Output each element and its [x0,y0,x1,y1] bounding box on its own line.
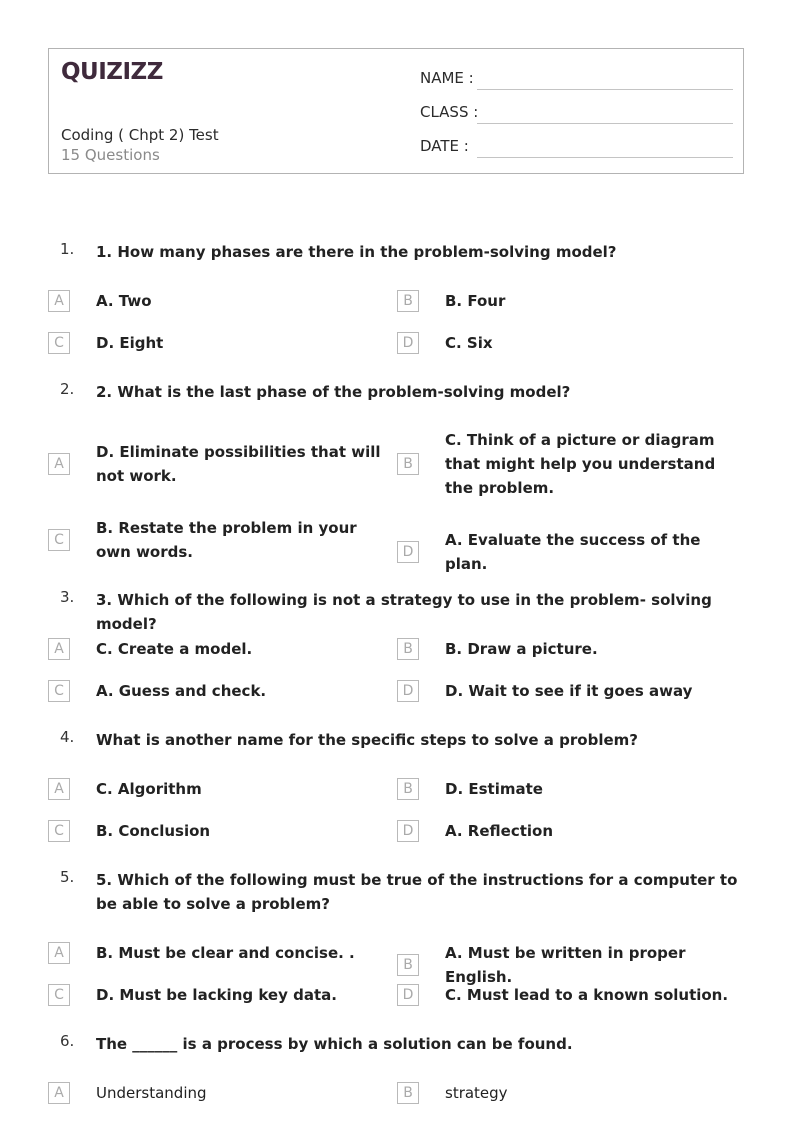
option-text: Understanding [96,1084,207,1102]
option-letter-badge: C [48,820,70,842]
option-letter-badge: C [48,680,70,702]
q5-option-c[interactable] [48,983,398,1007]
q1-option-a[interactable] [48,289,398,313]
question-text: 3. Which of the following is not a strategy to use in the problem- solving model? [96,591,712,633]
q5-option-b[interactable] [397,941,747,989]
class-label: CLASS : [420,103,479,121]
option-letter-badge: D [397,332,419,354]
q3-option-a[interactable] [48,637,398,661]
q3-option-b[interactable] [397,637,747,661]
option-letter-badge: D [397,984,419,1006]
date-line[interactable] [477,157,733,158]
option-text: B. Must be clear and concise. . [96,944,355,962]
question-number: 4. [60,728,75,746]
option-text: D. Eight [96,334,164,352]
q2-option-a[interactable] [48,440,398,488]
option-letter-badge: A [48,1082,70,1104]
q4-option-d[interactable] [397,819,747,843]
option-letter-badge: B [397,1082,419,1104]
worksheet-header [48,48,744,174]
option-text: C. Think of a picture or diagram that might help you understand the problem. [445,431,716,497]
q4-option-b[interactable] [397,777,747,801]
option-text: D. Wait to see if it goes away [445,682,693,700]
option-letter-badge: B [397,778,419,800]
question-count: 15 Questions [61,146,160,164]
q5-option-d[interactable] [397,983,747,1007]
q1-option-d[interactable] [397,331,747,355]
option-text: A. Guess and check. [96,682,267,700]
question-text: What is another name for the specific steps to solve a problem? [96,731,638,749]
option-letter-badge: D [397,541,419,563]
worksheet-title: Coding ( Chpt 2) Test [61,126,219,144]
question-number: 6. [60,1032,75,1050]
class-line[interactable] [477,123,733,124]
q6-option-b[interactable] [397,1081,747,1105]
option-letter-badge: A [48,453,70,475]
name-label: NAME : [420,69,474,87]
option-text: D. Eliminate possibilities that will not work. [96,443,381,485]
question-number: 2. [60,380,75,398]
option-text: C. Six [445,334,493,352]
quizizz-logo: QUIZIZZ [61,59,163,85]
option-letter-badge: B [397,638,419,660]
date-label: DATE : [420,137,469,155]
q6-option-a[interactable] [48,1081,398,1105]
option-letter-badge: B [397,453,419,475]
option-text: B. Four [445,292,506,310]
option-letter-badge: D [397,680,419,702]
option-text: A. Reflection [445,822,554,840]
option-letter-badge: A [48,778,70,800]
option-text: A. Two [96,292,152,310]
option-text: A. Must be written in proper English. [445,944,686,986]
option-text: C. Must lead to a known solution. [445,986,729,1004]
option-letter-badge: C [48,984,70,1006]
option-letter-badge: C [48,332,70,354]
q1-option-b[interactable] [397,289,747,313]
q4-option-a[interactable] [48,777,398,801]
option-letter-badge: B [397,954,419,976]
option-text: A. Evaluate the success of the plan. [445,531,701,573]
option-text: D. Must be lacking key data. [96,986,337,1004]
q2-option-d[interactable] [397,528,747,576]
question-text: 5. Which of the following must be true of the instructions for a computer to be able to solve a problem? [96,871,738,913]
option-text: strategy [445,1084,508,1102]
option-text: C. Algorithm [96,780,202,798]
option-text: B. Restate the problem in your own words. [96,519,357,561]
option-letter-badge: A [48,290,70,312]
option-text: D. Estimate [445,780,543,798]
option-text: B. Draw a picture. [445,640,598,658]
name-line[interactable] [477,89,733,90]
q3-option-c[interactable] [48,679,398,703]
question-text: 2. What is the last phase of the problem-solving model? [96,383,571,401]
q5-option-a[interactable] [48,941,398,965]
option-letter-badge: A [48,942,70,964]
option-text: B. Conclusion [96,822,211,840]
q1-option-c[interactable] [48,331,398,355]
question-number: 3. [60,588,75,606]
question-number: 5. [60,868,75,886]
q2-option-c[interactable] [48,516,398,564]
q4-option-c[interactable] [48,819,398,843]
q2-option-b[interactable] [397,428,747,500]
option-letter-badge: C [48,529,70,551]
question-number: 1. [60,240,75,258]
question-text: 1. How many phases are there in the problem-solving model? [96,243,617,261]
option-text: C. Create a model. [96,640,253,658]
option-letter-badge: B [397,290,419,312]
option-letter-badge: D [397,820,419,842]
question-text: The ______ is a process by which a solution can be found. [96,1035,573,1053]
option-letter-badge: A [48,638,70,660]
q3-option-d[interactable] [397,679,747,703]
